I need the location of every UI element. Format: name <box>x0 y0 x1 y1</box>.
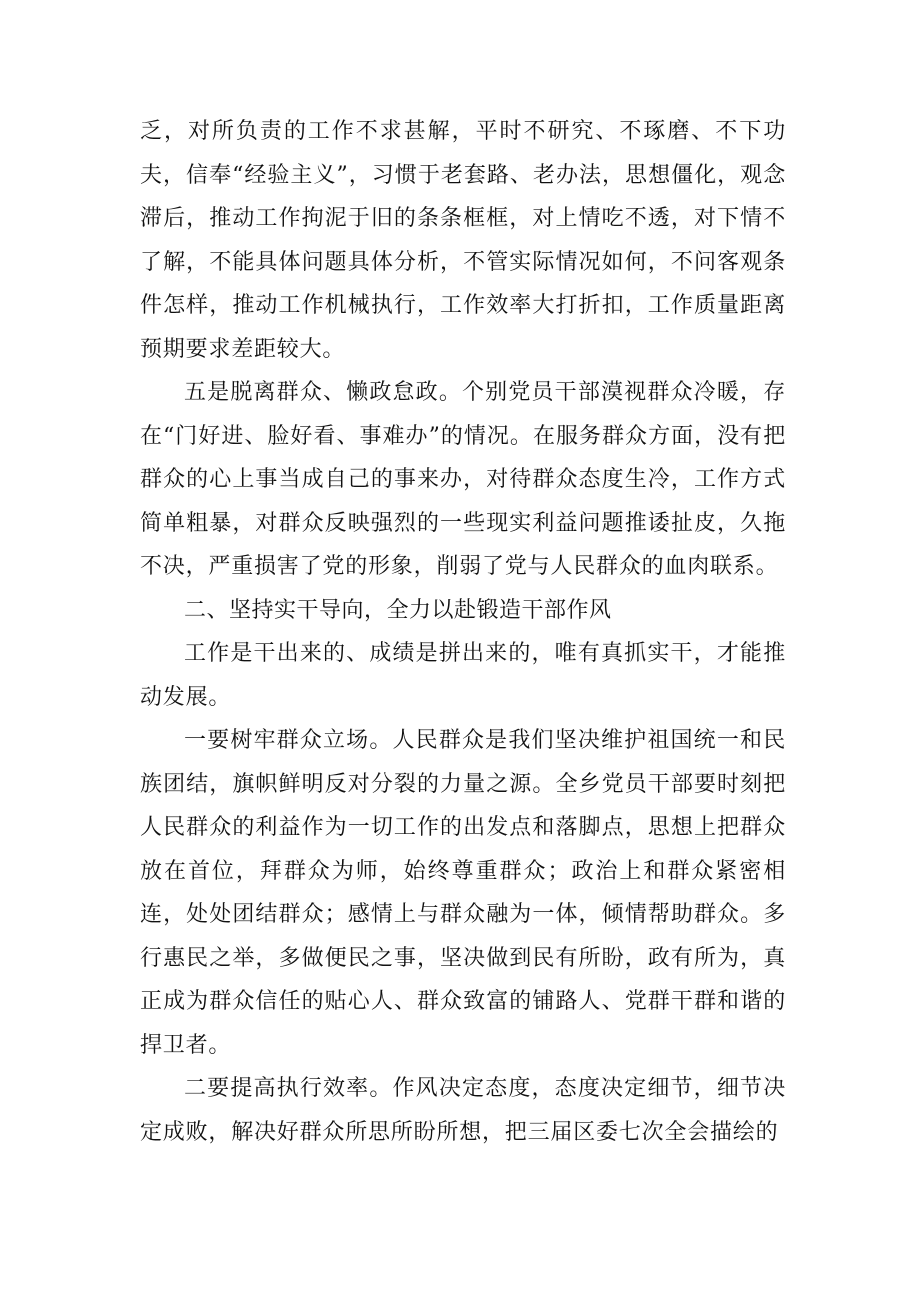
section-heading: 二、坚持实干导向，全力以赴锻造干部作风 <box>184 597 612 623</box>
document-body <box>140 110 786 1154</box>
paragraph-point-one: 一要树牢群众立场。人民群众是我们坚决维护祖国统一和民族团结，旗帜鲜明反对分裂的力量之源。全乡党员干部要时刻把人民群众的利益作为一切工作的出发点和落脚点，思想上把群众放在首位，拜群众为师，始终尊重群众；政治上和群众紧密相连，处处团结群众；感情上与群众融为一体，倾情帮助群众。多行惠民之举，多做便民之事，坚决做到民有所盼，政有所为，真正成为群众信任的贴心人、群众致富的铺路人、党群干群和谐的捍卫者。 <box>140 728 786 1058</box>
paragraph-point-five: 五是脱离群众、懒政怠政。个别党员干部漠视群众冷暖，存在“门好进、脸好看、事难办”的情况。在服务群众方面，没有把群众的心上事当成自己的事来办，对待群众态度生冷，工作方式简单粗暴，对群众反映强烈的一些现实利益问题推诿扯皮，久拖不决，严重损害了党的形象，削弱了党与人民群众的血肉联系。 <box>140 380 786 579</box>
paragraph-point-two: 二要提高执行效率。作风决定态度，态度决定细节，细节决定成败，解决好群众所思所盼所想，把三届区委七次全会描绘的 <box>140 1076 786 1145</box>
paragraph-continuation: 乏，对所负责的工作不求甚解，平时不研究、不琢磨、不下功夫，信奉“经验主义”，习惯于老套路、老办法，思想僵化，观念滞后，推动工作拘泥于旧的条条框框，对上情吃不透，对下情不了解，不能具体问题具体分析，不管实际情况如何，不问客观条件怎样，推动工作机械执行，工作效率大打折扣，工作质量距离预期要求差距较大。 <box>140 119 786 362</box>
paragraph-intro: 工作是干出来的、成绩是拼出来的，唯有真抓实干，才能推动发展。 <box>140 641 786 710</box>
